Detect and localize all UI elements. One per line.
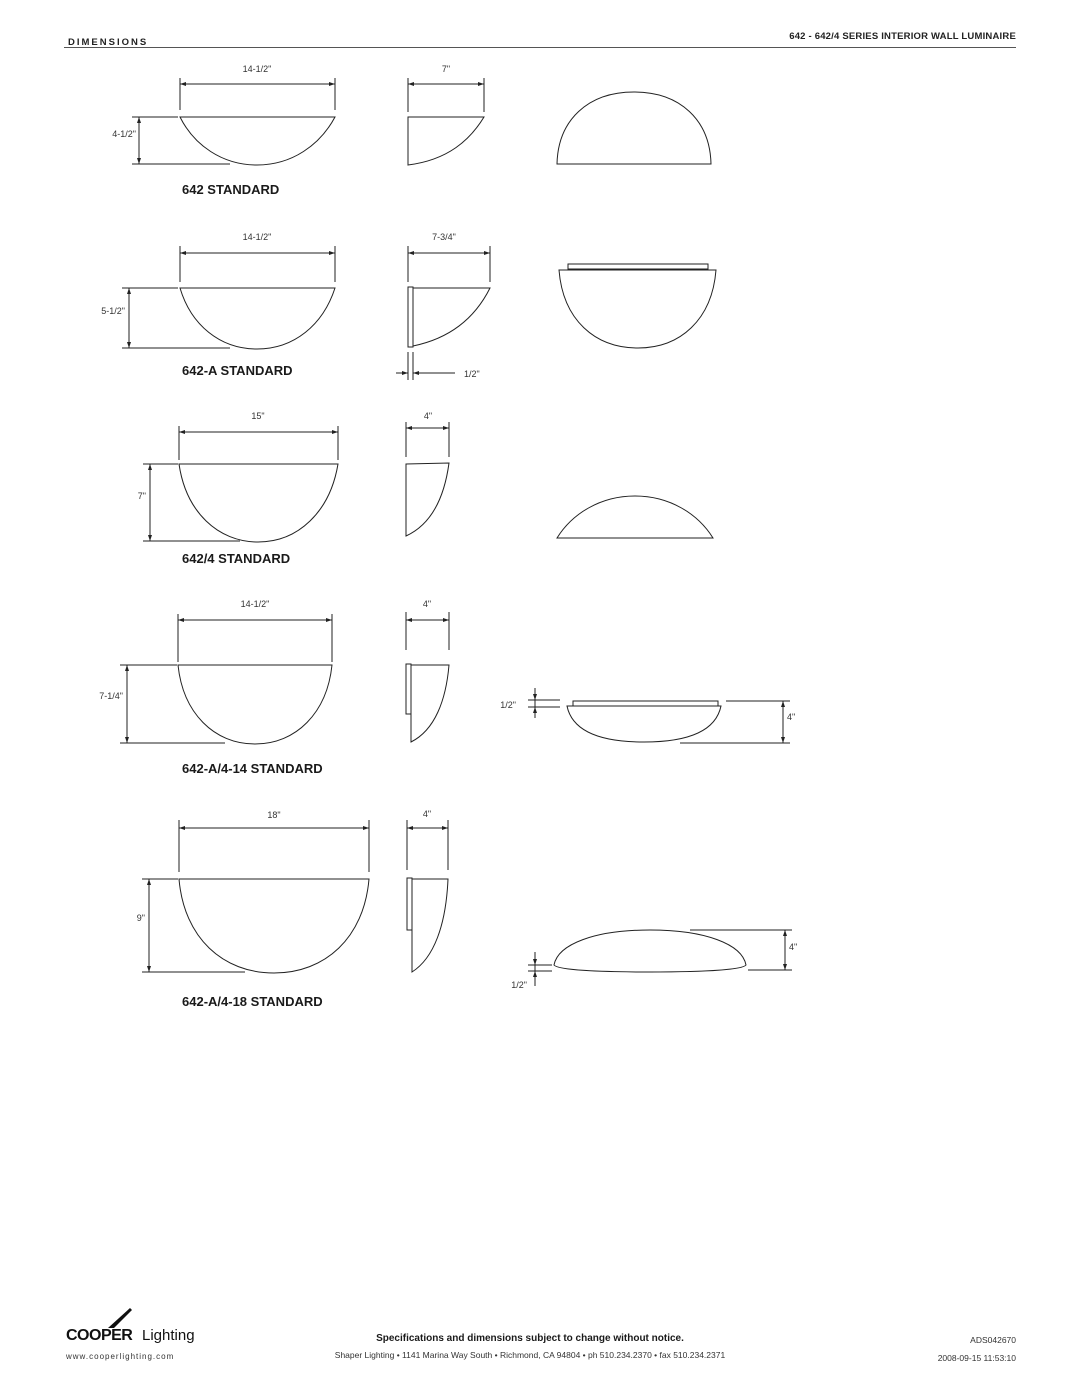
footer-notice: Specifications and dimensions subject to change without notice. bbox=[376, 1333, 684, 1344]
company-url[interactable]: www.cooperlighting.com bbox=[66, 1352, 175, 1361]
footer-address: Shaper Lighting • 1141 Marina Way South • Richmond, CA 94804 • ph 510.234.2370 • fax 510.234.2371 bbox=[334, 1350, 726, 1360]
model-title: 642 STANDARD bbox=[182, 182, 280, 197]
dim-depth: 7-3/4" bbox=[432, 232, 456, 242]
model-642a-4-18-side bbox=[407, 809, 448, 972]
model-642-4-front bbox=[138, 411, 338, 542]
dim-depth: 7" bbox=[441, 64, 451, 74]
model-642-4-side bbox=[406, 411, 449, 536]
model-title: 642/4 STANDARD bbox=[182, 551, 291, 566]
model-title: 642-A/4-18 STANDARD bbox=[182, 994, 323, 1009]
doc-code: ADS042670 bbox=[970, 1335, 1016, 1345]
model-642a-4-18-bottom bbox=[511, 930, 797, 990]
dim-height: 4-1/2" bbox=[112, 129, 136, 139]
dim-height: 7-1/4" bbox=[99, 691, 123, 701]
model-642a-4-14-front bbox=[99, 599, 332, 744]
dim-width: 15" bbox=[251, 411, 265, 421]
dim-bottom-height: 4" bbox=[789, 942, 798, 952]
dim-width: 14-1/2" bbox=[240, 599, 270, 609]
dim-plate: 1/2" bbox=[511, 980, 527, 990]
model-title: 642-A STANDARD bbox=[182, 363, 293, 378]
model-642a-4-18-front bbox=[137, 810, 369, 973]
cooper-logo bbox=[66, 1306, 246, 1361]
model-642-side bbox=[408, 64, 484, 165]
dim-width: 18" bbox=[267, 810, 281, 820]
dim-plate: 1/2" bbox=[500, 700, 516, 710]
section-label: DIMENSIONS bbox=[68, 37, 149, 48]
series-title: 642 - 642/4 SERIES INTERIOR WALL LUMINAIRE bbox=[789, 31, 1016, 42]
logo-sub: Lighting bbox=[142, 1327, 195, 1344]
model-642a-side bbox=[396, 232, 490, 380]
dim-height: 9" bbox=[136, 913, 145, 923]
model-642a-4-14-side bbox=[406, 599, 449, 742]
dim-height: 5-1/2" bbox=[101, 306, 125, 316]
dim-depth: 4" bbox=[423, 411, 433, 421]
dim-width: 14-1/2" bbox=[242, 232, 272, 242]
dim-height: 7" bbox=[137, 491, 146, 501]
logo-brand: COOPER bbox=[66, 1327, 133, 1344]
model-642a-bottom bbox=[559, 264, 716, 348]
model-642-bottom bbox=[557, 92, 711, 164]
dim-bottom-height: 4" bbox=[787, 712, 796, 722]
dim-depth: 4" bbox=[422, 599, 432, 609]
model-642a-front bbox=[101, 232, 335, 349]
dim-depth: 4" bbox=[422, 809, 432, 819]
model-642-front bbox=[112, 64, 335, 165]
model-642a-4-14-bottom bbox=[500, 688, 795, 743]
doc-date: 2008-09-15 11:53:10 bbox=[937, 1353, 1016, 1363]
model-title: 642-A/4-14 STANDARD bbox=[182, 761, 323, 776]
dim-width: 14-1/2" bbox=[242, 64, 272, 74]
dim-backplate: 1/2" bbox=[464, 369, 480, 379]
model-642-4-bottom bbox=[557, 496, 713, 538]
